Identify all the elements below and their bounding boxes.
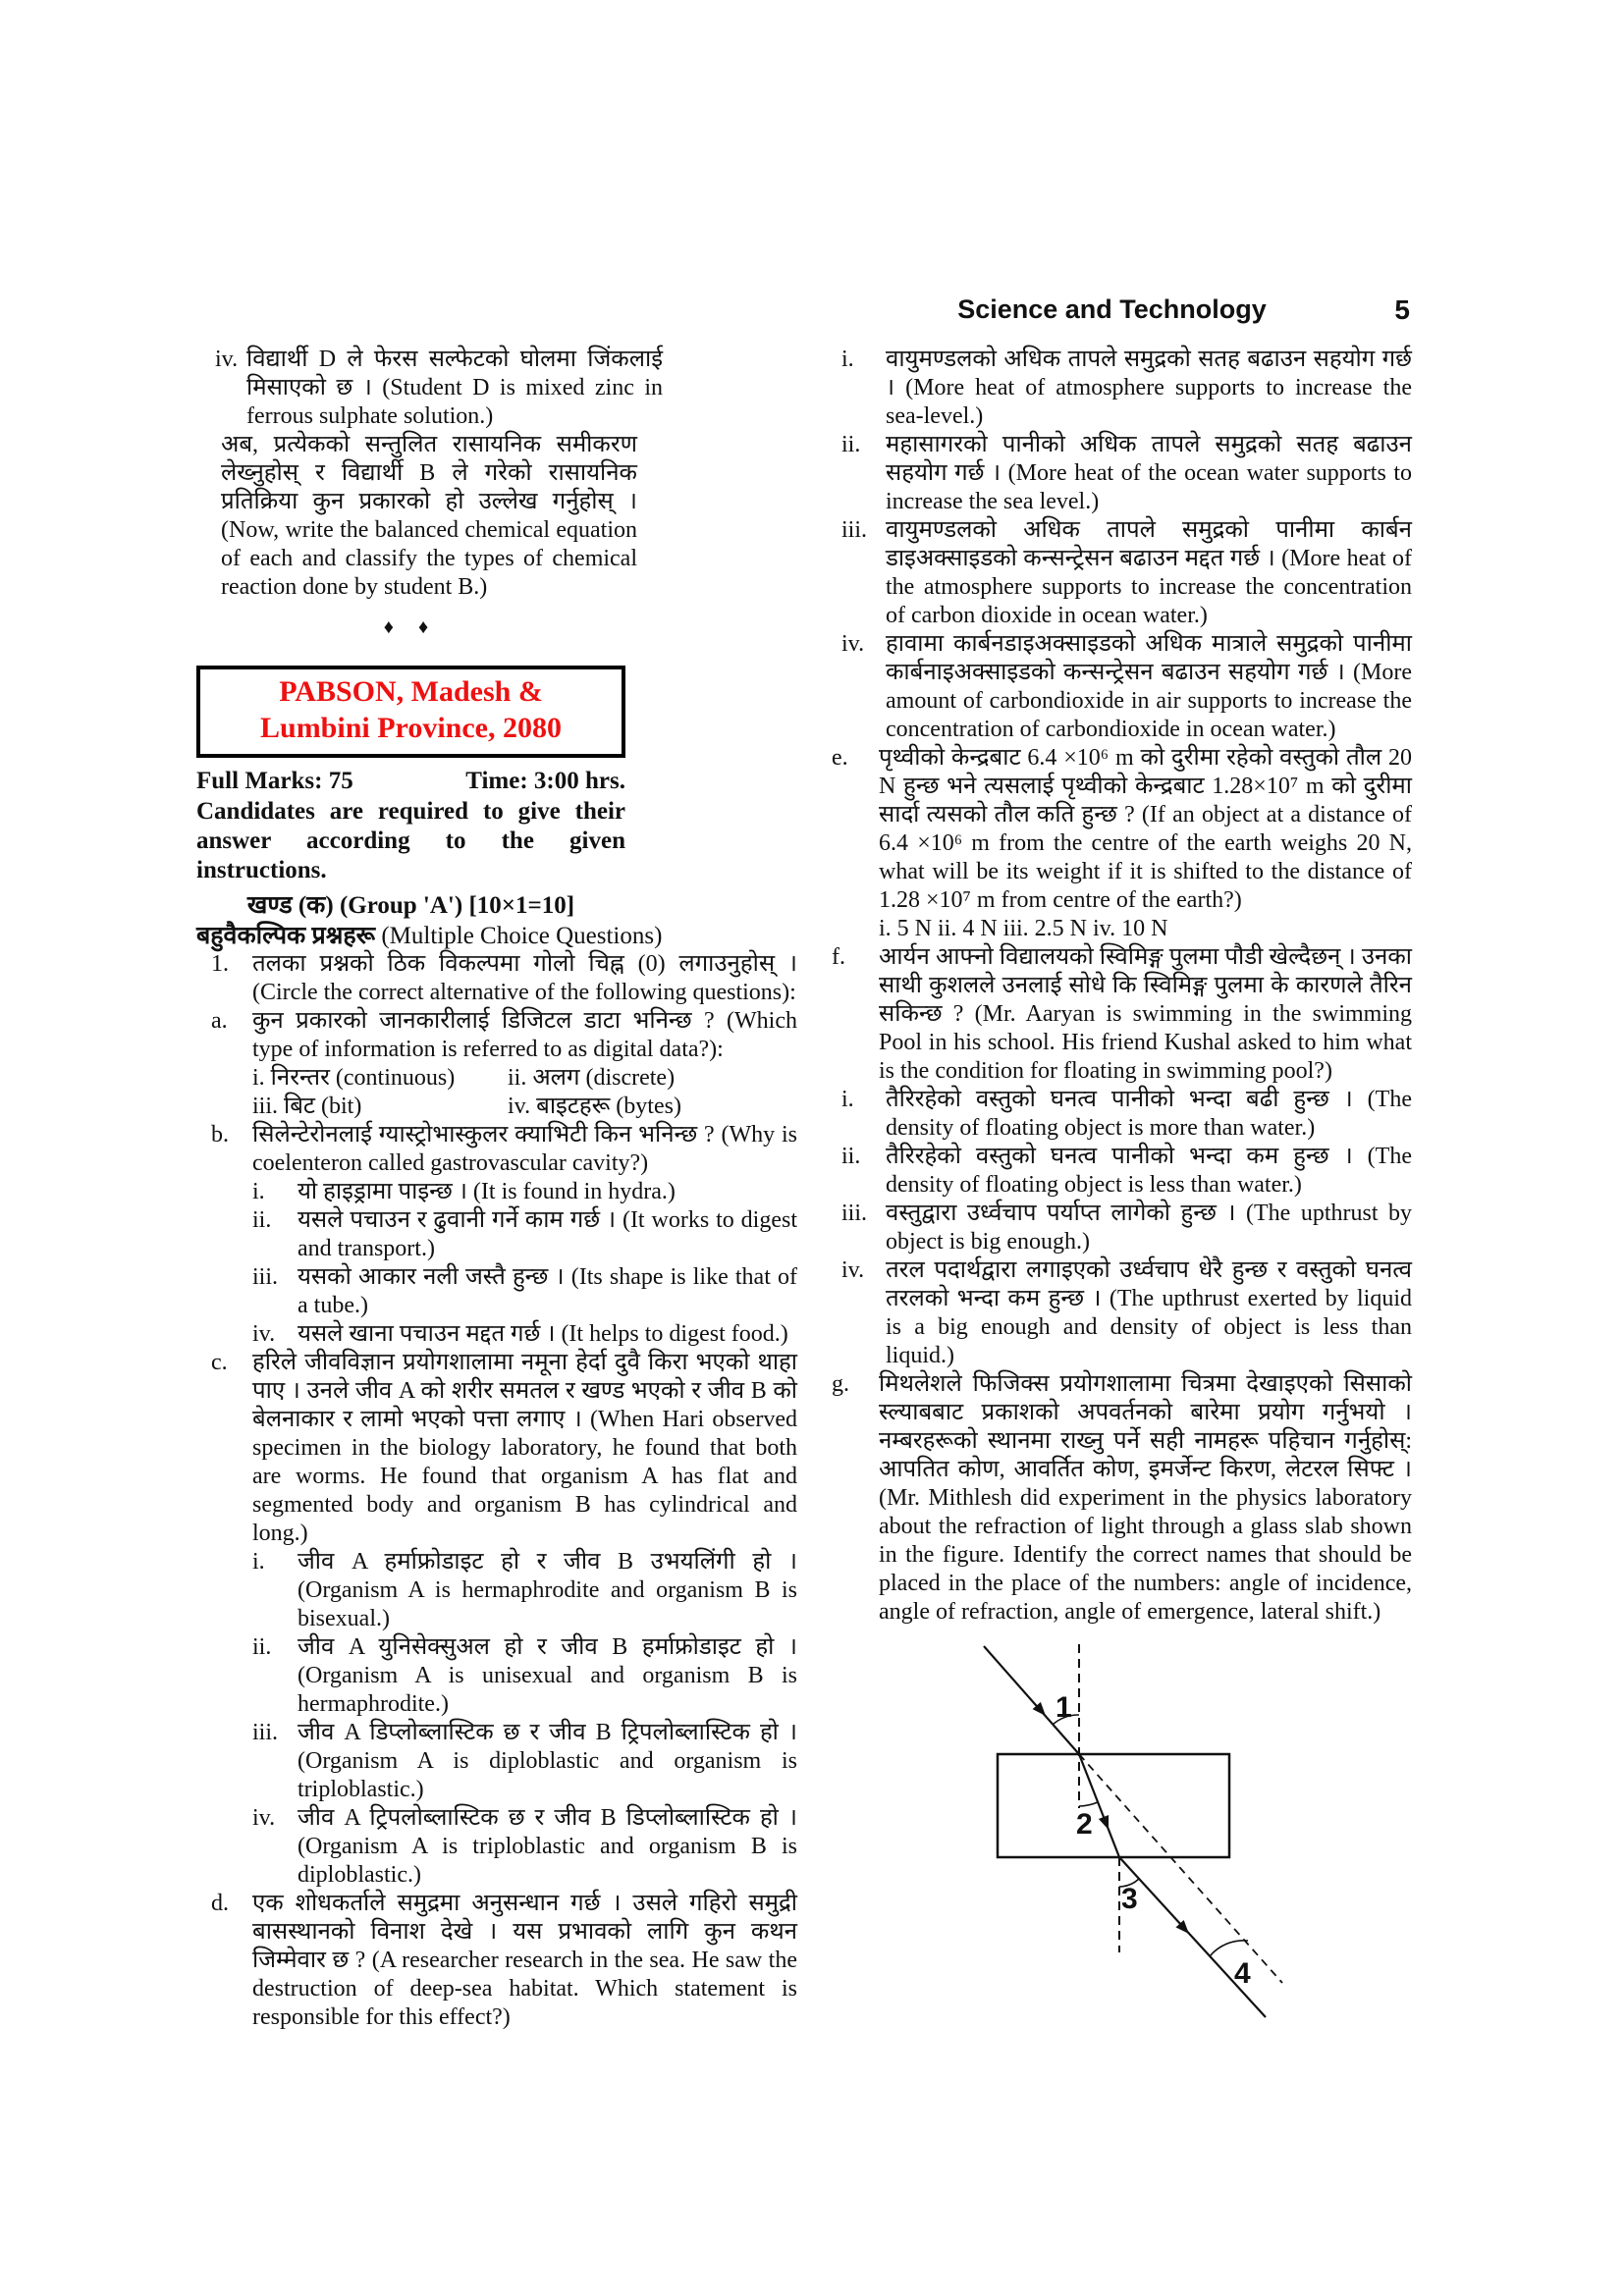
item-text: जीव A डिप्लोब्लास्टिक छ र जीव B ट्रिपलोब्लास्टिक हो । (Organism A is diploblastic and organism is triploblastic.) [298, 1720, 797, 1802]
question-item [211, 1633, 797, 1719]
item-text: पृथ्वीको केन्द्रबाट 6.4 ×10⁶ m को दुरीमा रहेको वस्तुको तौल 20 N हुन्छ भने त्यसलाई पृथ्वीको केन्द्रबाट 1.28×10⁷ m को दुरीमा सार्दा त्यसको तौल कति हुन्छ ? (If an object at a distance of 6.4 ×10⁶ m from the centre of the earth weighs 20 N, what will be its weight if it is shifted to the distance of 1.28 ×10⁷ m from centre of the earth?) [879, 745, 1412, 913]
item-text: तैरिरहेको वस्तुको घनत्व पानीको भन्दा कम हुन्छ । (The density of floating object is less than water.) [886, 1144, 1412, 1198]
question-item [211, 1548, 797, 1633]
candidate-instruction: Candidates are required to give their answer according to the given instructions. [196, 798, 625, 883]
item-text: जीव A हर्माफ्रोडाइट हो र जीव B उभयलिंगी हो । (Organism A is hermaphrodite and organism B is bisexual.) [298, 1549, 797, 1631]
item-label: ii. [841, 1144, 861, 1169]
item-label: i. [841, 347, 854, 372]
group-a-heading: खण्ड (क) (Group 'A') [10×1=10] [246, 892, 575, 919]
item-text: यसले खाना पचाउन मद्दत गर्छ । (It helps to digest food.) [298, 1321, 788, 1347]
item-text: विद्यार्थी D ले फेरस सल्फेटको घोलमा जिंकलाई मिसाएको छ । (Student D is mixed zinc in ferrous sulphate solution.) [246, 347, 663, 429]
item-label: iv. [215, 347, 239, 372]
question-item [832, 943, 1412, 1086]
item-label: iii. [841, 1201, 868, 1226]
angle-arc-2 [1079, 1802, 1098, 1806]
angle-arc-4 [1210, 1941, 1248, 1956]
question-item [211, 1349, 797, 1548]
mcq-option: i. निरन्तर (continuous) [252, 1065, 456, 1091]
figure-label-4: 4 [1234, 1957, 1251, 1990]
question-item [211, 346, 663, 431]
item-text: जीव A युनिसेक्सुअल हो र जीव B हर्माफ्रोडाइट हो । (Organism A is unisexual and organism B is hermaphrodite.) [298, 1634, 797, 1717]
question-item [832, 1143, 1412, 1200]
question-item [211, 1263, 797, 1320]
question-item [211, 1121, 797, 1178]
item-label: iv. [841, 1257, 865, 1283]
question-item [832, 744, 1412, 915]
marks-time-row [196, 767, 625, 795]
item-label: c. [211, 1350, 228, 1375]
question-item [832, 516, 1412, 630]
figure-label-2: 2 [1076, 1808, 1093, 1841]
refracted-ray-arrowhead [1099, 1815, 1109, 1830]
item-label: f. [832, 944, 845, 970]
item-label: d. [211, 1891, 229, 1916]
exam-title-line1: PABSON, Madesh & [279, 675, 543, 708]
item-text: यसको आकार नली जस्तै हुन्छ । (Its shape is like that of a tube.) [298, 1264, 797, 1318]
item-label: g. [832, 1371, 849, 1397]
mcq-option: ii. अलग (discrete) [508, 1065, 676, 1091]
item-text: कुन प्रकारको जानकारीलाई डिजिटल डाटा भनिन्छ ? (Which type of information is referred to as digital data?): [252, 1008, 797, 1062]
item-label: iii. [252, 1720, 279, 1745]
item-label: ii. [252, 1634, 272, 1660]
mcq-option: iv. बाइटहरू (bytes) [508, 1094, 681, 1119]
item-label: e. [832, 745, 848, 771]
item-text: महासागरको पानीको अधिक तापले समुद्रको सतह बढाउन सहयोग गर्छ । (More heat of the ocean water supports to increase the sea level.) [886, 432, 1412, 514]
question-item [832, 630, 1412, 744]
question-item [832, 1200, 1412, 1256]
question-item [832, 1086, 1412, 1143]
item-label: iv. [252, 1321, 276, 1347]
mcq-heading-english: (Multiple Choice Questions) [375, 923, 663, 949]
figure-label-1: 1 [1056, 1691, 1072, 1724]
item-label: iv. [841, 631, 865, 657]
right-question-list [832, 346, 1412, 1627]
question-item [211, 1007, 797, 1064]
mcq-heading [196, 922, 663, 950]
item-label: i. [252, 1179, 265, 1204]
question-item [832, 431, 1412, 516]
item-text: हावामा कार्बनडाइअक्साइडको अधिक मात्राले समुद्रको पानीमा कार्बनाइअक्साइडको कन्सन्ट्रेसन बढाउन सहयोग गर्छ । (More amount of carbondioxide in air supports to increase the concentration of carbondioxide in ocean water.) [886, 631, 1412, 742]
item-text: जीव A ट्रिपलोब्लास्टिक छ र जीव B डिप्लोब्लास्टिक हो । (Organism A is triploblastic and organism B is diploblastic.) [298, 1805, 797, 1888]
item-text: मिथलेशले फिजिक्स प्रयोगशालामा चित्रमा देखाइएको सिसाको स्ल्याबबाट प्रकाशको अपवर्तनको बारेमा प्रयोग गर्नुभयो । नम्बरहरूको स्थानमा राख्नु पर्ने सही नामहरू पहिचान गर्नुहोस्: आपतित कोण, आवर्तित कोण, इमर्जेन्ट किरण, लेटरल सिफ्ट । (Mr. Mithlesh did experiment in the physics laboratory about the refraction of light through a glass slab shown in the figure. Identify the correct names that should be placed in the place of the numbers: angle of incidence, angle of refraction, angle of emergence, lateral shift.) [879, 1371, 1412, 1625]
question-item [211, 1178, 797, 1206]
question-item [211, 1206, 797, 1263]
time-label: Time: 3:00 hrs. [465, 768, 625, 794]
item-label: i. [252, 1549, 265, 1575]
page-number: 5 [1394, 294, 1410, 325]
item-text: तलका प्रश्नको ठिक विकल्पमा गोलो चिह्न (0) लगाउनुहोस् । (Circle the correct alternative of the following questions): [252, 951, 797, 1005]
question-item [211, 1804, 797, 1890]
item-text: एक शोधकर्ताले समुद्रमा अनुसन्धान गर्छ । उसले गहिरो समुद्री बासस्थानको विनाश देखे । यस प्रभावको लागि कुन कथन जिम्मेवार छ ? (A researcher research in the sea. He saw the destruction of deep-sea habitat. Which statement is responsible for this effect?) [252, 1891, 797, 2030]
question-item [211, 431, 637, 602]
item-text: यसले पचाउन र ढुवानी गर्ने काम गर्छ । (It works to digest and transport.) [298, 1207, 797, 1261]
item-label: iv. [252, 1805, 276, 1831]
mcq-option: iii. बिट (bit) [252, 1094, 362, 1119]
ray-diagram-svg [922, 1636, 1334, 2088]
refraction-figure [922, 1636, 1412, 2096]
left-column [196, 346, 797, 2032]
exam-title-box [196, 666, 625, 758]
item-text: तरल पदार्थद्वारा लगाइएको उर्ध्वचाप धेरै हुन्छ र वस्तुको घनत्व तरलको भन्दा कम हुन्छ । (The upthrust exerted by liquid is a big enough and density of object is less than liquid.) [886, 1257, 1412, 1368]
question-item [211, 1890, 797, 2032]
question-item [832, 346, 1412, 431]
question-item [211, 1320, 797, 1349]
item-label: ii. [252, 1207, 272, 1233]
item-label: 1. [211, 951, 229, 977]
item-text: यो हाइड्रामा पाइन्छ । (It is found in hydra.) [298, 1179, 676, 1204]
carryover-question-list [211, 346, 797, 602]
right-column [832, 346, 1412, 2096]
item-label: i. [841, 1087, 854, 1112]
running-header [832, 294, 1412, 328]
question-item [832, 1256, 1412, 1370]
question-item [832, 1370, 1412, 1627]
item-text: तैरिरहेको वस्तुको घनत्व पानीको भन्दा बढी हुन्छ । (The density of floating object is more than water.) [886, 1087, 1412, 1141]
item-label: a. [211, 1008, 228, 1034]
mcq-options-grid [211, 1064, 797, 1121]
item-text: वायुमण्डलको अधिक तापले समुद्रको सतह बढाउन सहयोग गर्छ । (More heat of atmosphere supports to increase the sea-level.) [886, 347, 1412, 429]
question-item [211, 950, 797, 1007]
question-item [211, 1719, 797, 1804]
figure-label-3: 3 [1121, 1883, 1138, 1915]
mcq-options-line: i. 5 N ii. 4 N iii. 2.5 N iv. 10 N [879, 916, 1168, 941]
item-label: b. [211, 1122, 229, 1148]
item-text: आर्यन आफ्नो विद्यालयको स्विमिङ्ग पुलमा पौडी खेल्दैछन् । उनका साथी कुशलले उनलाई सोधे कि स्विमिङ्ग पुलमा के कारणले तैरिन सकिन्छ ? (Mr. Aaryan is swimming in the swimming Pool in his school. His friend Kushal asked to him what is the condition for floating in swimming pool?) [879, 944, 1412, 1084]
item-label: iii. [252, 1264, 279, 1290]
exam-header-block [196, 666, 663, 950]
item-text: अब, प्रत्येकको सन्तुलित रासायनिक समीकरण लेख्नुहोस् र विद्यार्थी B ले गरेको रासायनिक प्रतिक्रिया कुन प्रकारको हो उल्लेख गर्नुहोस् । (Now, write the balanced chemical equation of each and classify the types of chemical reaction done by student B.) [221, 432, 637, 600]
left-question-list [211, 950, 797, 2032]
full-marks-label: Full Marks: 75 [196, 768, 353, 794]
item-label: ii. [841, 432, 861, 457]
section-separator-diamonds: ♦ ♦ [383, 616, 439, 638]
item-text: सिलेन्टेरोनलाई ग्यास्ट्रोभास्कुलर क्याभिटी किन भनिन्छ ? (Why is coelenteron called gastrovascular cavity?) [252, 1122, 797, 1176]
item-text: वस्तुद्वारा उर्ध्वचाप पर्याप्त लागेको हुन्छ । (The upthrust by object is big enough.) [886, 1201, 1412, 1255]
item-text: हरिले जीवविज्ञान प्रयोगशालामा नमूना हेर्दा दुवै किरा भएको थाहा पाए । उनले जीव A को शरीर समतल र खण्ड भएको र जीव B को बेलनाकार र लामो भएको पत्ता लगाए । (When Hari observed specimen in the biology laboratory, he found that both are worms. He found that organism A has flat and segmented body and organism B has cylindrical and long.) [252, 1350, 797, 1546]
dashed-continuation-ray [1079, 1754, 1282, 1983]
exam-title-line2: Lumbini Province, 2080 [260, 712, 562, 744]
item-label: iii. [841, 517, 868, 543]
header-title: Science and Technology [957, 294, 1267, 324]
item-text: वायुमण्डलको अधिक तापले समुद्रको पानीमा कार्बन डाइअक्साइडको कन्सन्ट्रेसन बढाउन मद्दत गर्छ । (More heat of the atmosphere supports to increase the concentration of carbon dioxide in ocean water.) [886, 517, 1412, 628]
mcq-heading-nepali: बहुवैकल्पिक प्रश्नहरू [196, 923, 376, 949]
